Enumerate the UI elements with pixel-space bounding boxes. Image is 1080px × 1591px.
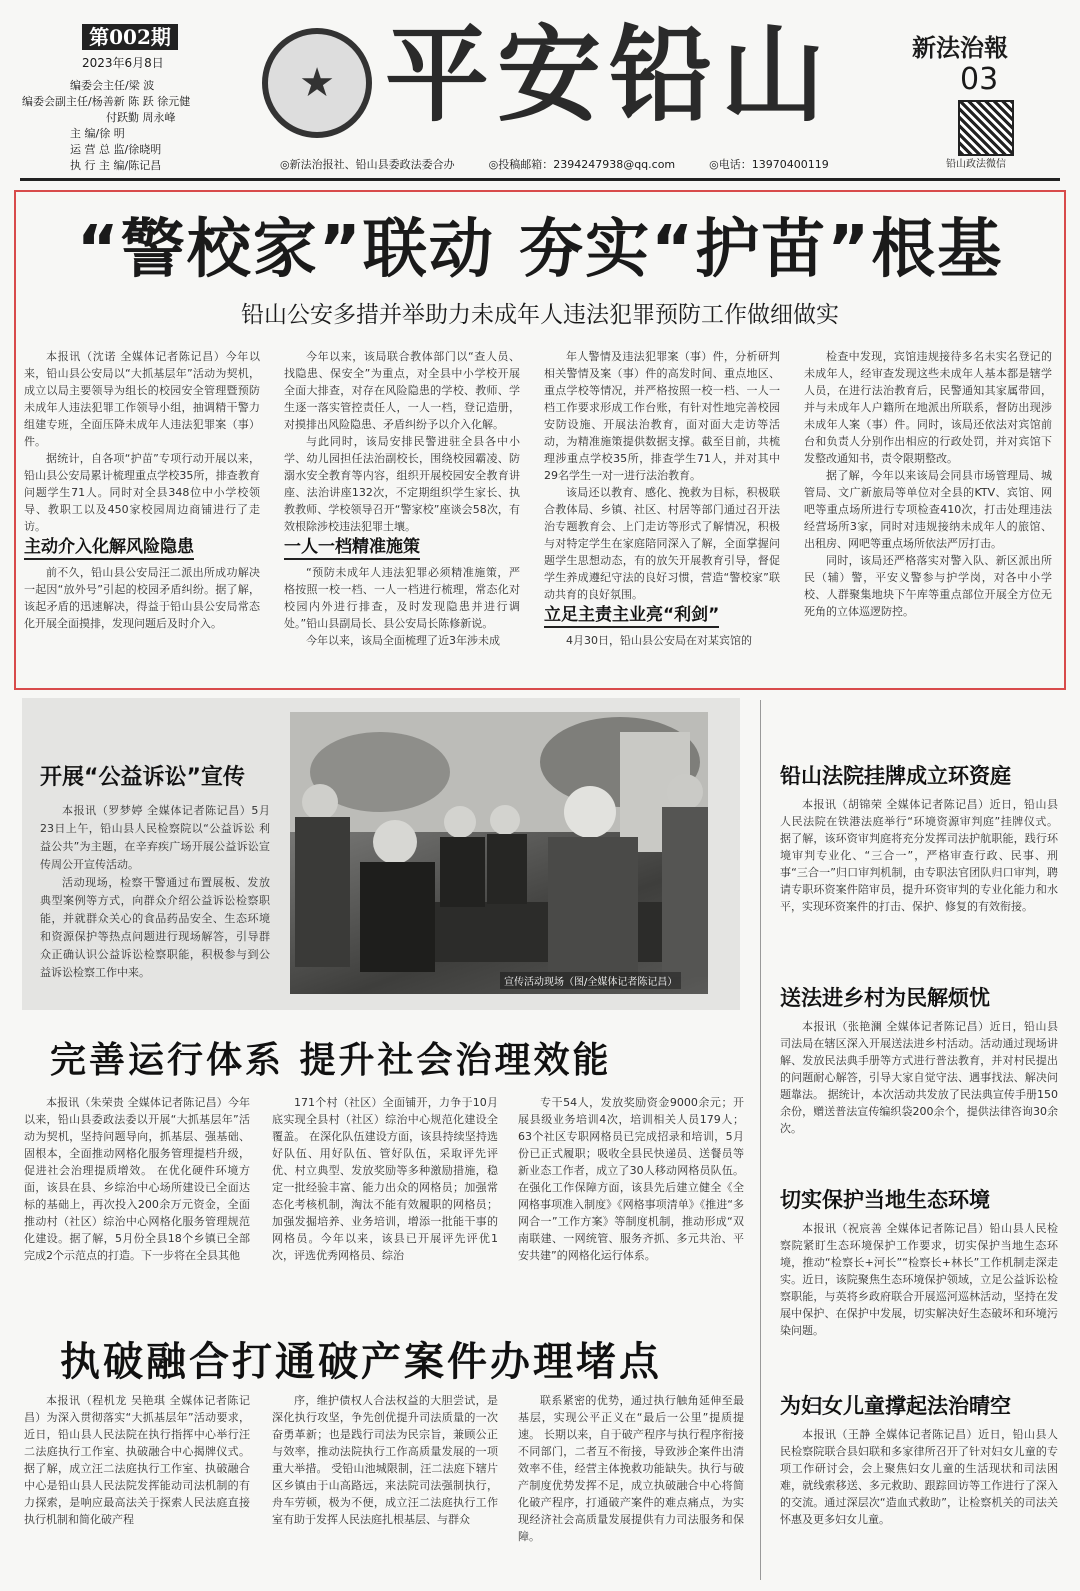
brief-title: 铅山法院挂牌成立环资庭 <box>780 764 1011 788</box>
staff-line: 执 行 主 编/陈记昌 <box>70 159 162 172</box>
brief-body <box>780 1018 1058 1156</box>
governance-paragraph: 171个村（社区）全面铺开，力争于10月底实现全县村（社区）综治中心规范化建设全覆盖。 在深化队伍建设方面，该县持续坚持选好队伍、用好队伍、管好队伍，采取评先评优、村立典型、发放奖励等多种激励措施，稳定一批经验丰富、能力出众的网格员；加强常态化考核机制，淘汰不能有效履职的网格员；加强发掘培养、业务培训，增添一批能干事的网格员。今年以来，该县已开展评先评优1次，评选优秀网格员、综治 <box>272 1096 498 1262</box>
lead-paragraph: 今年以来，该局全面梳理了近3年涉未成 <box>306 634 500 647</box>
brief-title: 送法进乡村为民解烦忧 <box>780 986 990 1010</box>
brief-body <box>780 1220 1058 1374</box>
newspaper-title: 平安铅山 <box>385 13 834 136</box>
page-number: 03 <box>960 62 999 97</box>
brief-paragraph: 本报讯（祝宸善 全媒体记者陈记昌）铅山县人民检察院紧盯生态环境保护工作要求，切实保护当地生态环境，推动“检察长+河长”“检察长+林长”工作机制走深走实。近日，该院聚焦生态环境保护领域，立足公益诉讼检察职能，与英将乡政府联合开展巡河巡林活动，坚持在发展中保护、在保护中发展，切实解决好生态破坏和环境污染问题。 <box>780 1222 1058 1337</box>
lead-paragraph: 据了解，今年以来该局会同县市场管理局、城管局、文广新旅局等单位对全县的KTV、宾馆、网吧等重点场所进行专项检查410次，打击处理违法经营场所3家，同时对违规接纳未成年人的旅馆、出租房、网吧等重点场所依法严厉打击。 <box>804 469 1052 550</box>
staff-line: 付跃勤 周永峰 <box>106 111 176 124</box>
lead-paragraph: 同时，该局还严格落实对警入队、新区派出所民（辅）警，平安义警参与护学岗，对各中小学校、人群聚集地块下午库等重点部位开展全方位无死角的立体巡逻防控。 <box>804 554 1052 618</box>
staff-line: 主 编/徐 明 <box>70 127 125 140</box>
governance-column-3 <box>518 1094 744 1316</box>
governance-column-2 <box>272 1094 498 1316</box>
lead-column-1 <box>24 348 260 682</box>
masthead-rule <box>20 178 1060 181</box>
bankruptcy-paragraph: 联系紧密的优势，通过执行触角延伸至最基层，实现公平正义在“最后一公里”提质提速。 长期以来，自于破产程序与执行程序衔接不同部门，二者互不衔接，导致涉企案件出清效率不佳，经营主体挽救功能缺失。执行与破产制度优势发挥不足，成立执破融合中心将简化破产程序，打通破产案件的难点痛点，为实现经济社会高质量发展提供有力司法服务和保障。 <box>518 1394 744 1543</box>
contact-phone: ◎电话：13970400119 <box>709 158 829 171</box>
staff-list <box>22 78 252 174</box>
lead-paragraph: 前不久，铅山县公安局汪二派出所成功解决一起因“放外号”引起的校园矛盾纠纷。据了解，该起矛盾的迅速解决，得益于铅山县公安局常态化开展全面摸排，发现问题后及时介入。 <box>24 566 260 630</box>
brief-title: 切实保护当地生态环境 <box>780 1188 990 1212</box>
lead-paragraph: 据统计，自各项“护苗”专项行动开展以来，铅山县公安局累计梳理重点学校35所，排查教育问题学生71人。同时对全县348位中小学校领导、教职工以及450家校园周边商铺进行了走访。 <box>24 452 260 533</box>
featured-body <box>40 802 270 992</box>
governance-paragraph: 专干54人，发放奖励资金9000余元；开展县级业务培训4次，培训相关人员179人；63个社区专职网格员已完成招录和培训，5月份已正式履职；吸收全县民快递员、送餐员等新业态工作者，成立了30人移动网格员队伍。 在强化工作保障方面，该县先后建立健全《全网格事项准入制度》《网格事项清单》《推进“多网合一”工作方案》等制度机制，推动形成“双南联建、一网统管、服务齐抓、多元共治、平安共建”的网格化运行体系。 <box>518 1096 744 1262</box>
staff-line: 编委会副主任/杨善新 陈 跃 徐元健 <box>22 95 191 108</box>
issue-number: 第002期 <box>82 24 178 50</box>
featured-paragraph: 活动现场，检察干警通过布置展板、发放典型案例等方式，向群众介绍公益诉讼检察职能，并就群众关心的食品药品安全、生态环境和资源保护等热点问题进行现场解答，引导群众正确认识公益诉讼检察职能，积极参与到公益诉讼检察工作中来。 <box>40 876 270 979</box>
lead-subheading: 一人一档精准施策 <box>284 539 420 560</box>
qr-code-icon[interactable] <box>958 100 1014 156</box>
lead-paragraph: 年人警情及违法犯罪案（事）件，分析研判相关警情及案（事）件的高发时间、重点地区、重点学校等情况，并严格按照一校一档、一人一档工作要求形成工作台账，有针对性地完善校园安防设施、开展法治教育，面对面大走访等活动，为精准施策提供数据支撑。截至目前，共梳理涉重点学校35所，排查学生71人，并对其中29名学生一对一进行法治教育。 <box>544 350 780 482</box>
photo-illustration <box>290 712 708 994</box>
brief-paragraph: 本报讯（张艳澜 全媒体记者陈记昌）近日，铅山县司法局在辖区深入开展送法进乡村活动。活动通过现场讲解、发放民法典手册等方式进行普法教育，并对村民提出的问题耐心解答，引导大家自觉守法、遇事找法、解决问题靠法。 据统计，本次活动共发放了民法典宣传手册150余份，赠送普法宣传编织袋200余个，提供法律咨询30余次。 <box>780 1020 1058 1135</box>
brief-title: 为妇女儿童撑起法治晴空 <box>780 1394 1011 1418</box>
contact-email: ◎投稿邮箱：2394247938@qq.com <box>488 158 676 171</box>
police-emblem-icon: ★ <box>262 28 372 138</box>
qr-label: 铅山政法微信 <box>946 159 1006 170</box>
photo-caption: 宣传活动现场（图/全媒体记者陈记昌） <box>500 972 681 989</box>
lead-paragraph: 检查中发现，宾馆违规接待多名未实名登记的未成年人，经审查发现这些未成年人基本都是辖学人员，在进行法治教育后，民警通知其家属带回，并与未成年人户籍所在地派出所联系，督防出现涉未成年人案（事）件。同时，该局还依法对宾馆前台和负责人分别作出相应的行政处罚，并对宾馆下发整改通知书，责令限期整改。 <box>804 350 1052 465</box>
lead-subheading: 立足主责主业亮“利剑” <box>544 607 719 628</box>
lead-paragraph: 4月30日，铅山县公安局在对某宾馆的 <box>566 634 752 647</box>
news-photo <box>290 712 708 994</box>
lead-paragraph: 本报讯（沈诺 全媒体记者陈记昌）今年以来，铅山县公安局以“大抓基层年”活动为契机，成立以局主要领导为组长的校园安全管理暨预防未成年人违法犯罪工作领导小组，抽调精干警力组建专班，全面压降未成年人违法犯罪案（事）件。 <box>24 350 260 448</box>
lead-column-2 <box>284 348 520 682</box>
featured-paragraph: 本报讯（罗梦婷 全媒体记者陈记昌）5月23日上午，铅山县人民检察院以“公益诉讼 利益公共”为主题，在辛弃疾广场开展公益诉讼宣传周公开宣传活动。 <box>40 804 270 871</box>
governance-headline: 完善运行体系 提升社会治理效能 <box>50 1039 612 1081</box>
lead-subheading: 主动介入化解风险隐患 <box>24 539 194 560</box>
governance-column-1 <box>24 1094 250 1316</box>
bankruptcy-column-1 <box>24 1392 250 1582</box>
lead-headline: “警校家”联动 夯实“护苗”根基 <box>76 213 1004 287</box>
staff-line: 编委会主任/梁 波 <box>70 79 155 92</box>
sidebar-divider <box>760 700 761 1580</box>
lead-paragraph: 该局还以教育、感化、挽救为目标，积极联合教体局、乡镇、社区、村居等部门通过召开法治专题教育会、上门走访等形式了解情况，积极与对特定学生在家庭陪同深入了解，全面掌握问题学生思想动态，有的放矢开展教育引导，督促学生养成遵纪守法的良好习惯，营造“警校家”联动共育的良好氛围。 <box>544 486 780 601</box>
lead-paragraph: “预防未成年人违法犯罪必须精准施策，严格按照一校一档、一人一档进行梳理，常态化对校园内外进行排查，及时发现隐患并进行调处。”铅山县副局长、县公安局长陈修新说。 <box>284 566 520 630</box>
lead-column-3 <box>544 348 780 682</box>
bankruptcy-paragraph: 序，维护债权人合法权益的大胆尝试，是深化执行攻坚，争先创优提升司法质量的一次奋勇革新；也是践行司法为民宗旨，兼顾公正与效率，推动法院执行工作高质量发展的一项重大举措。 受铅山池城限制，汪二法庭下辖片区乡镇由于山高路远，来法院司法强制执行，舟车劳顿，极为不便，成立汪二法庭执行工作室有助于发挥人民法庭扎根基层、与群众 <box>272 1394 498 1526</box>
staff-line: 运 营 总 监/徐晓明 <box>70 143 162 156</box>
lead-paragraph: 今年以来，该局联合教体部门以“查人员、找隐患、保安全”为重点，对全县中小学校开展全面大排查，对存在风险隐患的学校、教师、学生逐一落实管控责任人，一人一档，登记造册，对摸排出风险隐患、矛盾纠纷予以介入化解。 <box>284 350 520 431</box>
featured-title: 开展“公益诉讼”宣传 <box>40 765 245 790</box>
lead-column-4 <box>804 348 1052 682</box>
bankruptcy-paragraph: 本报讯（程机龙 吴艳琪 全媒体记者陈记昌）为深入贯彻落实“大抓基层年”活动要求，近日，铅山县人民法院在执行指挥中心举行汪二法庭执行工作室、执破融合中心揭牌仪式。 据了解，成立汪二法庭执行工作室、执破融合中心是铅山县人民法院发挥能动司法机制的有力探索，是响应最高法关于探索人民法庭直接执行机制和简化破产程 <box>24 1394 250 1526</box>
brief-paragraph: 本报讯（胡锦荣 全媒体记者陈记昌）近日，铅山县人民法院在铁港法庭举行“环境资源审判庭”挂牌仪式。 据了解，该环资审判庭将充分发挥司法护航职能，践行环境审判专业化、“三合一”，严格审查行政、民事、刑事“三合一”归口审判机制，由专职法官团队归口审判，聘请专职环资案件陪审员，提升环资审判的专业化能力和水平，实现环资案件的打击、保护、修复的有效衔接。 <box>780 798 1058 913</box>
bankruptcy-column-3 <box>518 1392 744 1582</box>
issue-date: 2023年6月8日 <box>82 56 164 70</box>
contact-bar <box>280 156 920 172</box>
brief-body <box>780 796 1058 960</box>
bankruptcy-column-2 <box>272 1392 498 1582</box>
publisher-brand: 新法治報 <box>912 33 1008 62</box>
brief-body <box>780 1426 1058 1582</box>
brief-paragraph: 本报讯（王静 全媒体记者陈记昌）近日，铅山县人民检察院联合县妇联和多家律所召开了针对妇女儿童的专项工作研讨会，会上聚焦妇女儿童的生活现状和司法困难，就线索移送、多元救助、跟踪回访等工作进行了深入的交流。通过深层次“造血式救助”，让检察机关的司法关怀惠及更多妇女儿童。 <box>780 1428 1058 1526</box>
contact-publisher: ◎新法治报社、铅山县委政法委合办 <box>280 158 455 171</box>
bankruptcy-headline: 执破融合打通破产案件办理堵点 <box>60 1338 662 1385</box>
lead-subheadline: 铅山公安多措并举助力未成年人违法犯罪预防工作做细做实 <box>241 302 839 328</box>
lead-paragraph: 与此同时，该局安排民警进驻全县各中小学、幼儿园担任法治副校长，围绕校园霸凌、防溺水安全教育等内容，组织开展校园安全教育讲座、法治讲座132次，不定期组织学生家长、执教教师、学校领导召开“警家校”座谈会58次，有效根除涉校违法犯罪土壤。 <box>284 435 520 533</box>
governance-paragraph: 本报讯（朱荣贵 全媒体记者陈记昌）今年以来，铅山县委政法委以开展“大抓基层年”活动为契机，坚持问题导向，抓基层、强基础、固根本，全面推动网格化服务管理提档升级，促进社会治理提质增效。 在优化硬件环境方面，该县在县、乡综治中心场所建设已全面达标的基础上，再次投入200余万元资金，全面推动村（社区）综治中心网格化服务管理规范化建设。据了解，5月份全县18个乡镇已全部完成2个示范点的打造。下一步将在全县其他 <box>24 1096 250 1262</box>
